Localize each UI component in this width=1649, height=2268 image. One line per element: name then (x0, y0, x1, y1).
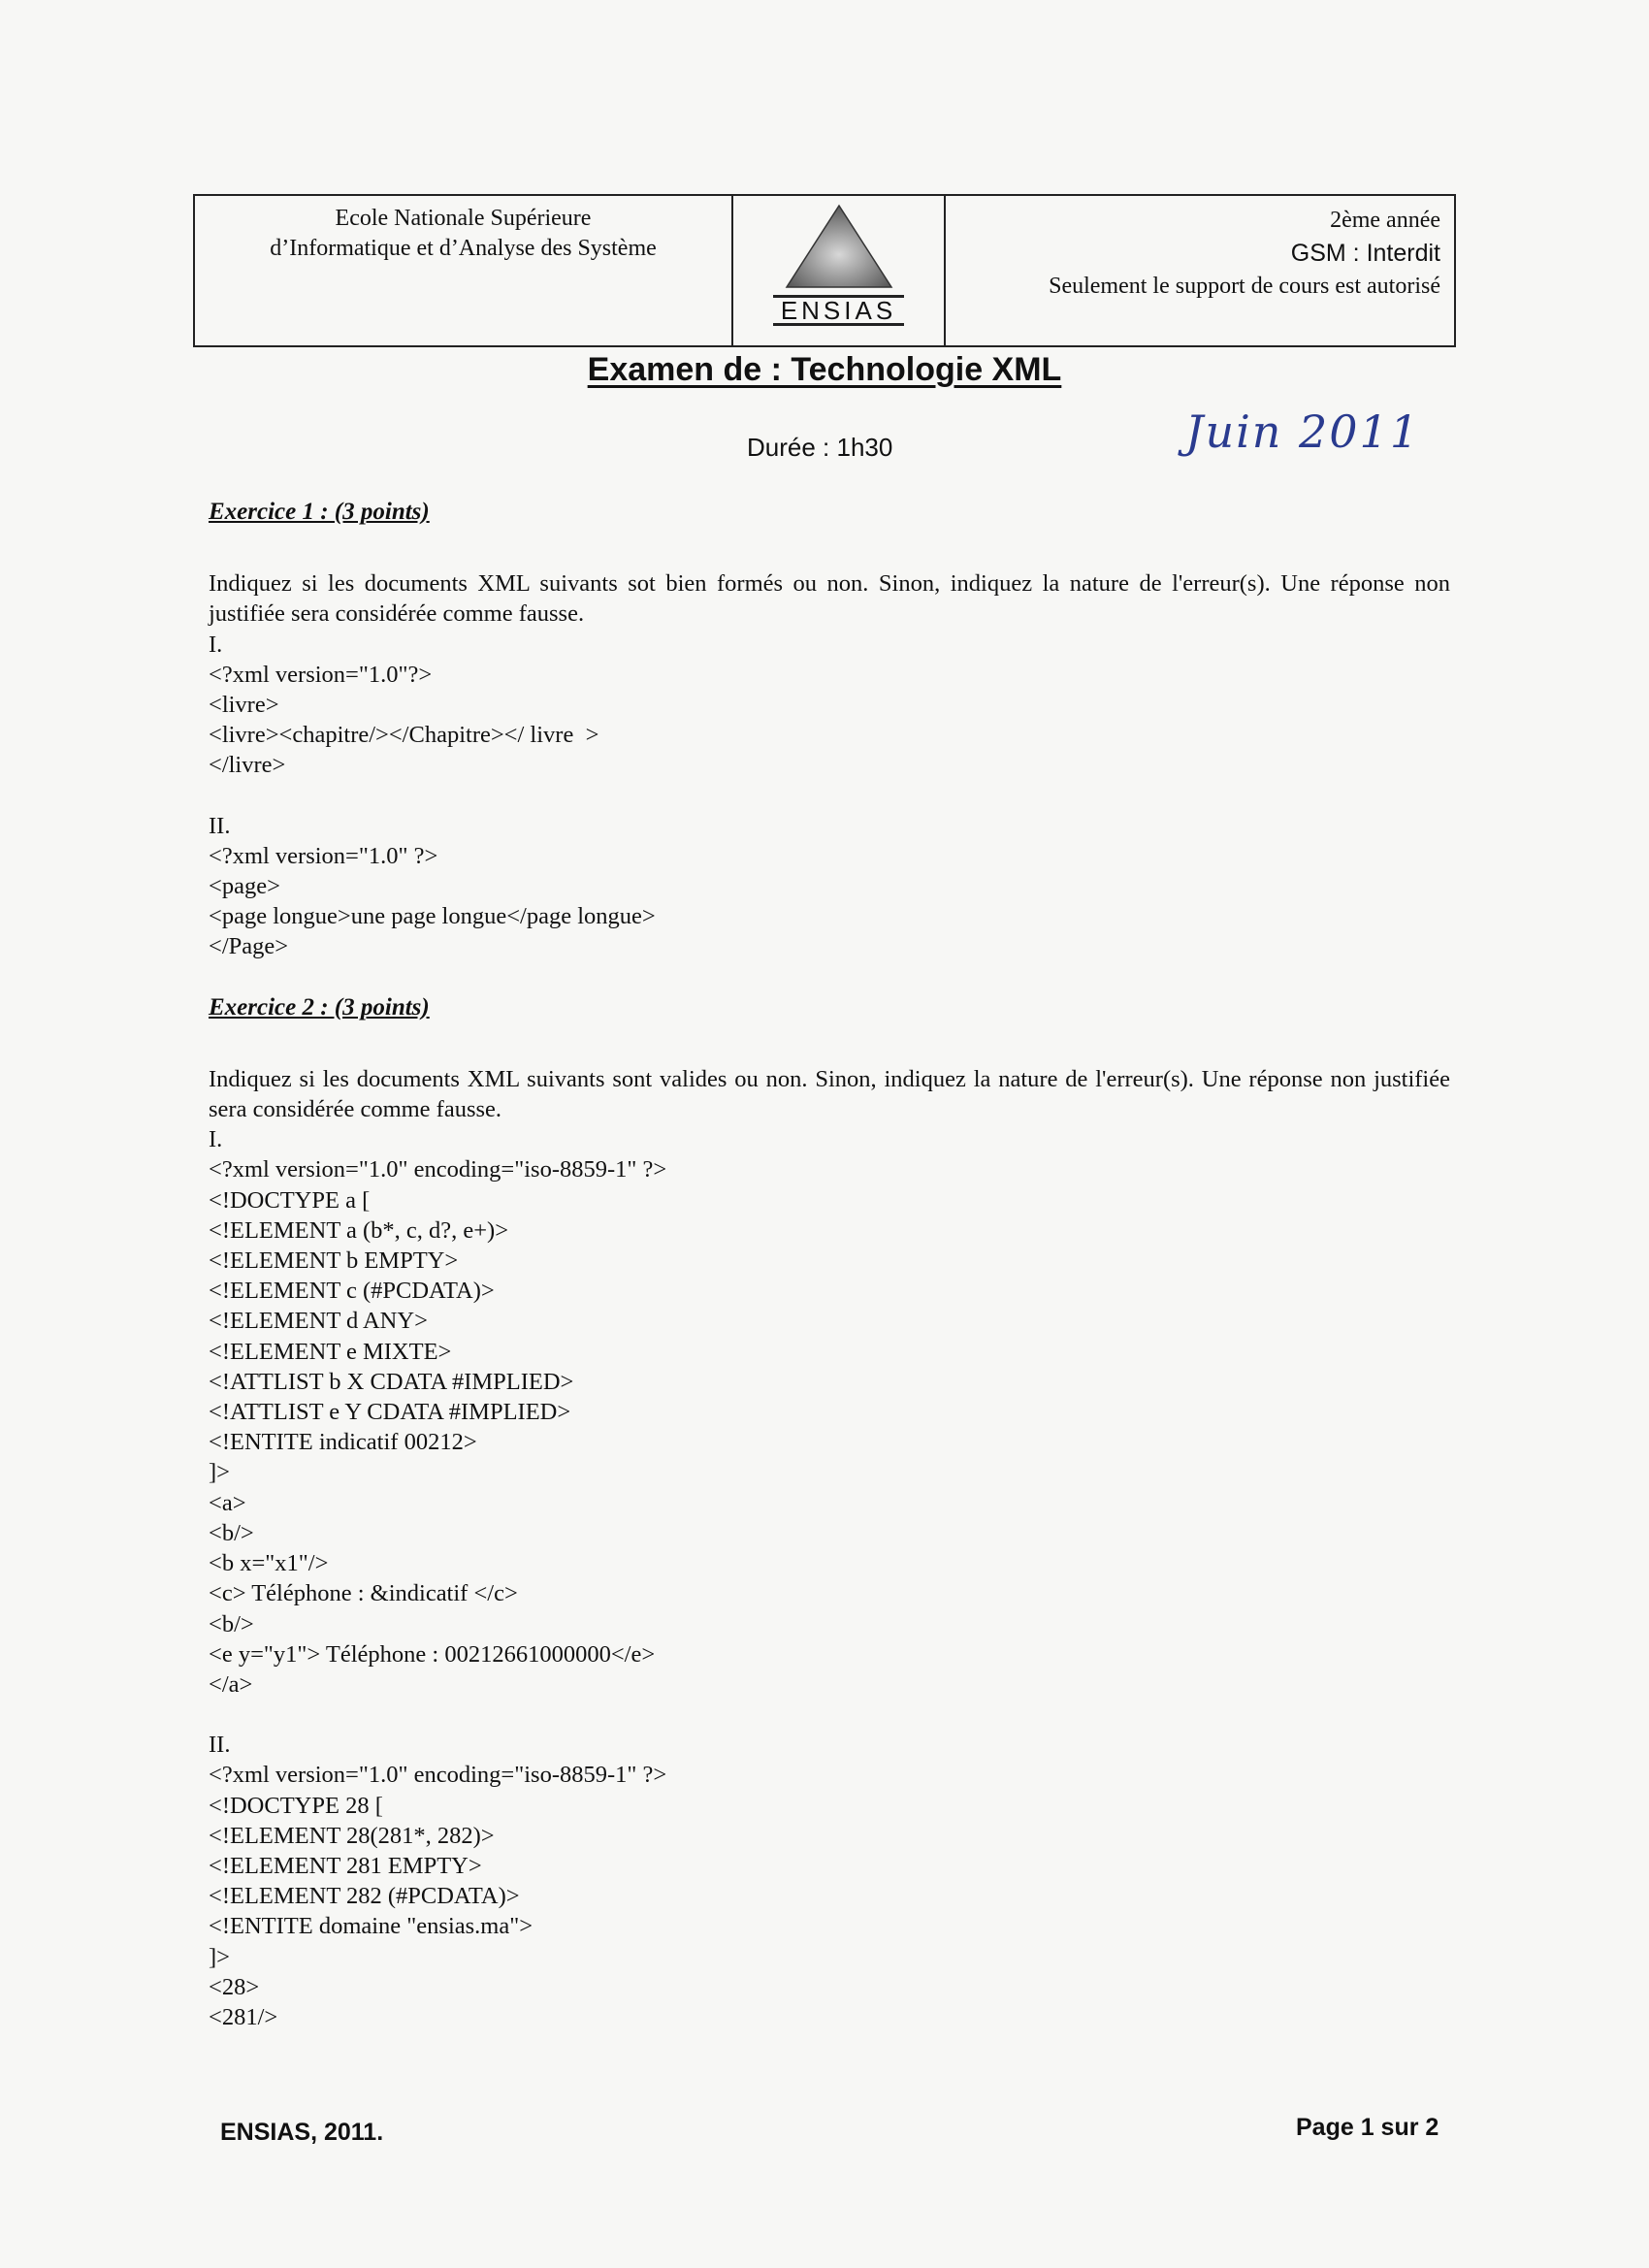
code-line: <!DOCTYPE a [ (209, 1186, 371, 1214)
exercise2-part1-label: I. (209, 1126, 223, 1153)
code-line: <b x="x1"/> (209, 1550, 329, 1577)
exercise1-part2-label: II. (209, 812, 231, 839)
ensias-logo-icon (781, 202, 897, 291)
code-line: <!ENTITE domaine "ensias.ma"> (209, 1913, 534, 1940)
code-line: <?xml version="1.0" encoding="iso-8859-1" ?> (209, 1762, 667, 1789)
exam-info-cell (946, 196, 1454, 345)
code-line: <livre> (209, 692, 279, 719)
code-line: <?xml version="1.0" encoding="iso-8859-1" ?> (209, 1156, 667, 1183)
code-line: ]> (209, 1459, 230, 1486)
code-line: <!ELEMENT b EMPTY> (209, 1247, 459, 1275)
code-line: <28> (209, 1973, 260, 2000)
code-line: <281/> (209, 2003, 278, 2030)
gsm-label: GSM : Interdit (1290, 240, 1440, 267)
code-line: <!ELEMENT 281 EMPTY> (209, 1852, 482, 1879)
exercise2-title: Exercice 2 : (3 points) (209, 993, 430, 1021)
code-line: <!ELEMENT c (#PCDATA)> (209, 1278, 495, 1305)
code-line: <!ATTLIST e Y CDATA #IMPLIED> (209, 1399, 571, 1426)
logo-text: ENSIAS (773, 295, 904, 326)
code-line: </livre> (209, 752, 286, 779)
code-line: ]> (209, 1943, 230, 1970)
code-line: <?xml version="1.0" ?> (209, 842, 438, 869)
header-table (193, 194, 1456, 347)
code-line: <!ENTITE indicatif 00212> (209, 1429, 477, 1456)
exercise1-part1-label: I. (209, 631, 223, 658)
code-line: <page longue>une page longue</page longue> (209, 903, 656, 930)
year-label: 2ème année (1330, 208, 1440, 233)
exam-content (209, 497, 1450, 2032)
code-line: <b/> (209, 1519, 254, 1546)
code-line: <a> (209, 1489, 246, 1516)
code-line: <!ELEMENT d ANY> (209, 1308, 428, 1335)
code-line: <page> (209, 873, 280, 900)
logo-cell (733, 196, 946, 345)
exercise1-title: Exercice 1 : (3 points) (209, 499, 430, 525)
code-line: <!DOCTYPE 28 [ (209, 1792, 383, 1819)
exercise2-instruction: Indiquez si les documents XML suivants sont valides ou non. Sinon, indiquez la nature de l'erreur(s). Une réponse non justifiée sera considérée comme fausse. (209, 1065, 1450, 1123)
footer-page-number: Page 1 sur 2 (1296, 2114, 1439, 2141)
school-cell (195, 196, 733, 345)
school-name-line1: Ecole Nationale Supérieure (335, 206, 592, 231)
exam-title: Examen de : Technologie XML (587, 351, 1062, 388)
code-line: <!ELEMENT 282 (#PCDATA)> (209, 1883, 520, 1910)
code-line: <b/> (209, 1610, 254, 1637)
code-line: </Page> (209, 933, 289, 960)
code-line: <c> Téléphone : &indicatif </c> (209, 1580, 518, 1607)
handwritten-date: Juin 2011 (1185, 405, 1421, 458)
code-line: <!ATTLIST b X CDATA #IMPLIED> (209, 1368, 574, 1395)
code-line: </a> (209, 1670, 253, 1698)
support-label: Seulement le support de cours est autorisé (1049, 274, 1440, 299)
code-line: <!ELEMENT e MIXTE> (209, 1338, 452, 1365)
code-line: <livre><chapitre/></Chapitre></ livre > (209, 722, 599, 749)
code-line: <!ELEMENT a (b*, c, d?, e+)> (209, 1216, 509, 1244)
code-line: <?xml version="1.0"?> (209, 661, 433, 688)
code-line: <e y="y1"> Téléphone : 00212661000000</e> (209, 1640, 656, 1668)
exercise2-part2-label: II. (209, 1732, 231, 1759)
exercise1-instruction: Indiquez si les documents XML suivants sot bien formés ou non. Sinon, indiquez la nature de l'erreur(s). Une réponse non justifiée sera considérée comme fausse. (209, 570, 1450, 628)
school-name-line2: d’Informatique et d’Analyse des Système (270, 236, 657, 261)
duration: Durée : 1h30 (747, 433, 893, 462)
code-line: <!ELEMENT 28(281*, 282)> (209, 1822, 495, 1849)
footer-school-year: ENSIAS, 2011. (220, 2119, 384, 2146)
